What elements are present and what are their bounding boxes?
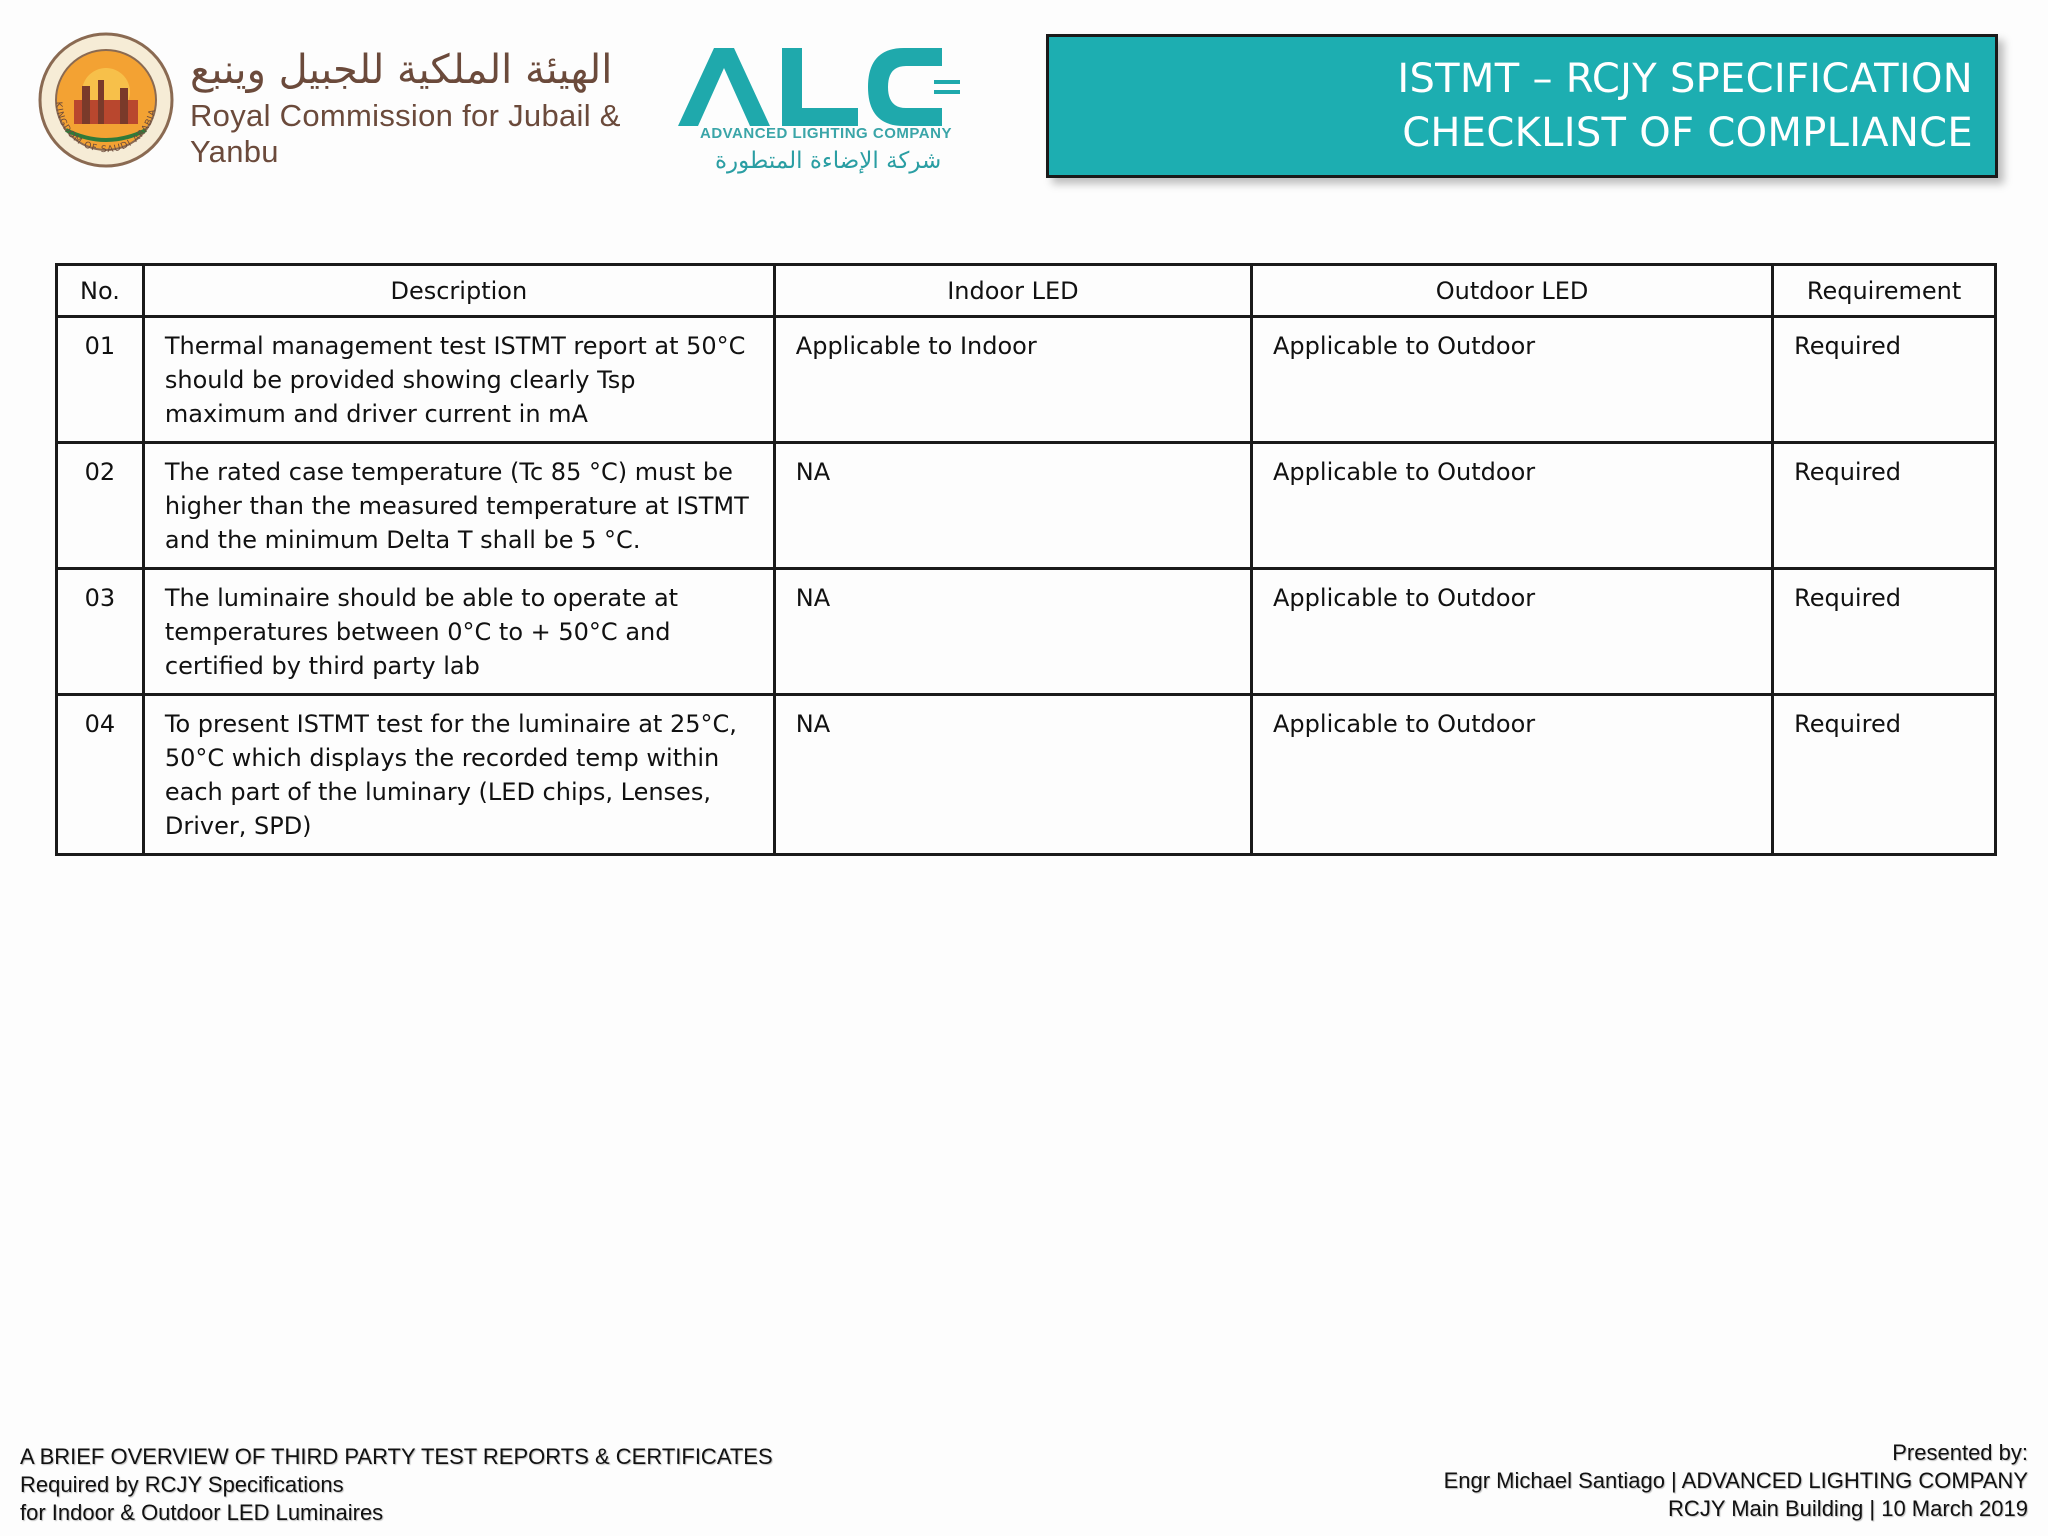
row-outdoor-led: Applicable to Outdoor — [1252, 317, 1773, 443]
row-indoor-led: Applicable to Indoor — [774, 317, 1251, 443]
footer-presenter-info — [1444, 1439, 2028, 1523]
row-description: To present ISTMT test for the luminaire at 25°C, 50°C which displays the recorded temp within each part of the luminary (LED chips, Lenses, Driver, SPD) — [143, 695, 774, 855]
row-number: 02 — [57, 443, 144, 569]
page-title-box — [1046, 34, 1998, 178]
table-row — [57, 695, 1996, 855]
row-requirement: Required — [1773, 569, 1996, 695]
table-row — [57, 317, 1996, 443]
row-outdoor-led: Applicable to Outdoor — [1252, 569, 1773, 695]
row-description: The luminaire should be able to operate at temperatures between 0°C to + 50°C and certified by third party lab — [143, 569, 774, 695]
row-outdoor-led: Applicable to Outdoor — [1252, 443, 1773, 569]
row-requirement: Required — [1773, 695, 1996, 855]
footer-right-line-3: RCJY Main Building | 10 March 2019 — [1668, 1496, 2028, 1521]
row-outdoor-led: Applicable to Outdoor — [1252, 695, 1773, 855]
column-header-requirement: Requirement — [1773, 265, 1996, 317]
row-indoor-led: NA — [774, 443, 1251, 569]
footer-left-line-2: Required by RCJY Specifications — [20, 1472, 344, 1497]
table-header-row — [57, 265, 1996, 317]
table-row — [57, 443, 1996, 569]
row-description: Thermal management test ISTMT report at 50°C should be provided showing clearly Tsp maximum and driver current in mA — [143, 317, 774, 443]
row-requirement: Required — [1773, 443, 1996, 569]
column-header-no: No. — [57, 265, 144, 317]
compliance-table — [55, 263, 1997, 856]
royal-commission-english-name: Royal Commission for Jubail & Yanbu — [190, 98, 621, 169]
column-header-outdoor-led: Outdoor LED — [1252, 265, 1773, 317]
footer-left-line-1: A BRIEF OVERVIEW OF THIRD PARTY TEST REPORTS & CERTIFICATES — [20, 1444, 773, 1469]
column-header-description: Description — [143, 265, 774, 317]
alc-logo — [672, 38, 972, 198]
royal-commission-wordmark — [190, 48, 650, 170]
alc-arabic-name: شركة الإضاءة المتطورة — [715, 148, 942, 174]
page-title-line-1: ISTMT – RCJY SPECIFICATION — [1397, 56, 1973, 102]
column-header-indoor-led: Indoor LED — [774, 265, 1251, 317]
alc-company-name: ADVANCED LIGHTING COMPANY — [700, 125, 952, 142]
row-indoor-led: NA — [774, 569, 1251, 695]
row-requirement: Required — [1773, 317, 1996, 443]
row-description: The rated case temperature (Tc 85 °C) must be higher than the measured temperature at ISTMT and the minimum Delta T shall be 5 °C. — [143, 443, 774, 569]
row-number: 04 — [57, 695, 144, 855]
seal-text: KINGDOM OF SAUDI ARABIA — [52, 101, 159, 156]
royal-commission-arabic-name: الهيئة الملكية للجبيل وينبع — [190, 47, 613, 93]
royal-commission-seal-logo — [36, 30, 176, 170]
footer-right-line-1: Presented by: — [1892, 1440, 2028, 1465]
row-indoor-led: NA — [774, 695, 1251, 855]
footer-right-line-2: Engr Michael Santiago | ADVANCED LIGHTING COMPANY — [1443, 1468, 2028, 1493]
page-title-line-2: CHECKLIST OF COMPLIANCE — [1402, 110, 1973, 156]
footer-document-description — [20, 1443, 773, 1527]
table-row — [57, 569, 1996, 695]
row-number: 01 — [57, 317, 144, 443]
row-number: 03 — [57, 569, 144, 695]
footer-left-line-3: for Indoor & Outdoor LED Luminaires — [20, 1500, 384, 1525]
